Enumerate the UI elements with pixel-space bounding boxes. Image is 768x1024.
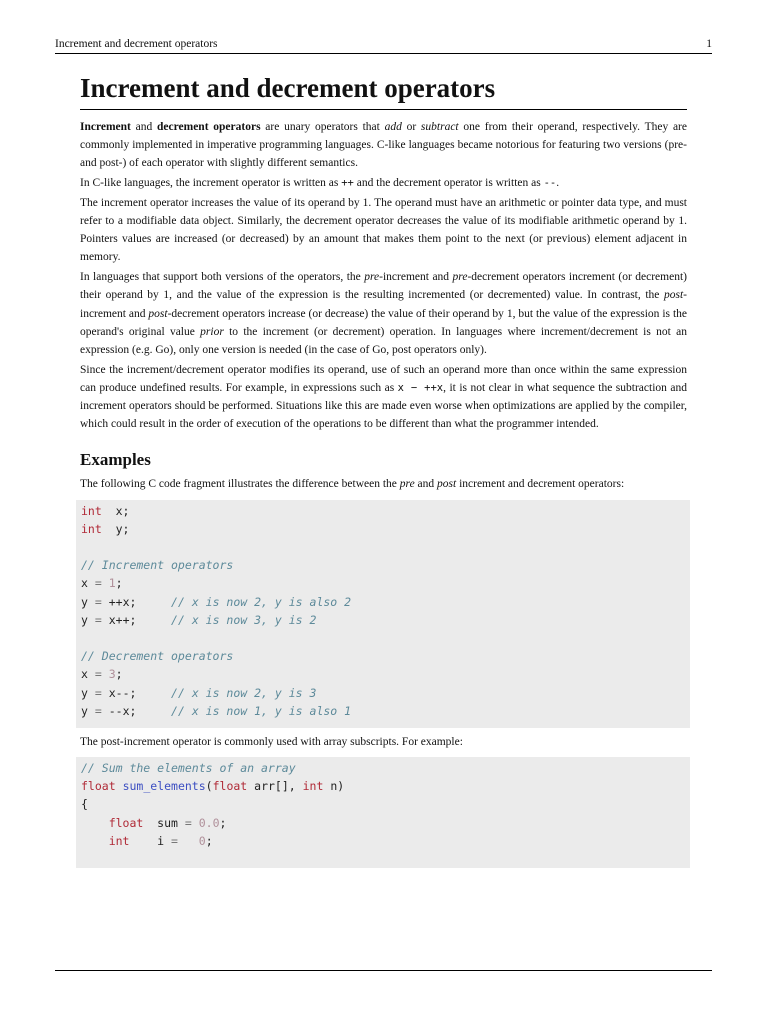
inline-code-expression: x − ++x <box>397 381 444 394</box>
code-line: y = x++; // x is now 3, y is 2 <box>81 612 317 627</box>
code-block-array-sum <box>76 757 690 868</box>
code-line: x = 3; <box>81 667 123 682</box>
versions-paragraph: In languages that support both versions of the operators, the pre-increment and pre-decrement operators increment (or decrement) their operand by 1, and the value of the expression is the resulting incremented (or decremented) value. In contrast, the post-increment and post-decrement operators increase (or decrease) the value of their operand by 1, but the value of the expression is the operand's original value prior to the increment (or decrement) operation. In languages where increment/decrement is not an expression (e.g. Go), only one version is needed (in the case of Go, post operators only). <box>80 271 687 356</box>
page-number: 1 <box>706 38 712 50</box>
running-title: Increment and decrement operators <box>55 38 218 50</box>
code-block-operators <box>76 500 690 728</box>
code-line: { <box>81 797 88 812</box>
code-line: int x; <box>81 503 130 518</box>
examples-intro-paragraph: The following C code fragment illustrates the difference between the pre and post increment and decrement operators: <box>80 478 625 491</box>
code-line: y = ++x; // x is now 2, y is also 2 <box>81 594 352 609</box>
undefined-behavior-paragraph: Since the increment/decrement operator modifies its operand, use of such an operand more than once within the same expression can produce undefined results. For example, in expressions such as x − ++x, it is not clear in what sequence the subtraction and increment operators should be performed. Situations like this are made even worse when optimizations are applied by the compiler, which could result in the order of execution of the operations to be different than what the programmer intended. <box>80 363 687 431</box>
term-subtract: subtract <box>420 121 459 133</box>
examples-heading: Examples <box>80 450 151 470</box>
article <box>80 69 687 868</box>
code-line-blank <box>81 538 690 556</box>
code-line: y = x--; // x is now 2, y is 3 <box>81 685 317 700</box>
code-line: float sum_elements(float arr[], int n) <box>81 779 345 794</box>
header-rule <box>55 53 712 54</box>
code-line: // Increment operators <box>81 558 234 573</box>
code-line: int i = 0; <box>108 833 213 848</box>
term-decrement-operators: decrement operators <box>157 121 261 133</box>
code-line: x = 1; <box>81 576 123 591</box>
code-line: y = --x; // x is now 1, y is also 1 <box>81 703 352 718</box>
post-usage-paragraph: The post-increment operator is commonly used with array subscripts. For example: <box>80 735 463 748</box>
effect-paragraph: The increment operator increases the value of its operand by 1. The operand must have an arithmetic or pointer data type, and must refer to a modifiable data object. Similarly, the decrement operator decreases the value of its modifiable arithmetic operand by 1. Pointers values are increased (or decreased) by an amount that makes them point to the next (or previous) element adjacent in memory. <box>80 196 687 264</box>
code-line-blank <box>81 629 690 647</box>
term-add: add <box>384 121 402 133</box>
inline-code-decrement: -- <box>543 177 557 190</box>
page-title: Increment and decrement operators <box>80 69 687 110</box>
intro-paragraph: Increment and decrement operators are unary operators that add or subtract one from their operand, respectively. They are commonly implemented in imperative programming languages. C-like languages became notorious for featuring two versions (pre- and post-) of each operator with slightly different semantics. <box>80 121 687 170</box>
clike-paragraph: In C-like languages, the increment operator is written as ++ and the decrement operator is written as --. <box>80 177 560 190</box>
footer-rule <box>55 970 712 971</box>
code-line: float sum = 0.0; <box>108 815 227 830</box>
code-line: int y; <box>81 521 130 536</box>
function-name: sum_elements <box>122 779 206 794</box>
running-header <box>55 37 712 52</box>
term-increment: Increment <box>80 121 131 133</box>
inline-code-increment: ++ <box>341 177 354 190</box>
code-line: // Sum the elements of an array <box>81 761 296 776</box>
code-line: // Decrement operators <box>81 649 234 664</box>
